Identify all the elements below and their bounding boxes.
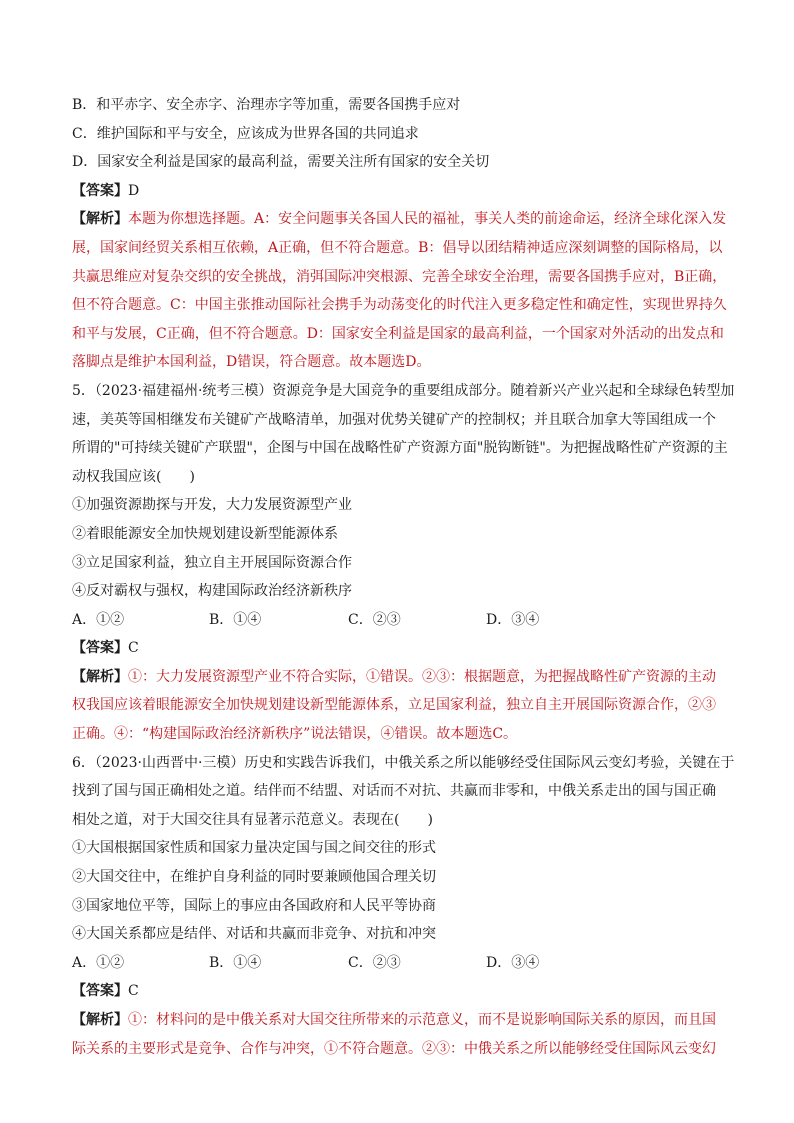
q6-item-3: ③国家地位平等，国际上的事应由各国政府和人民平等协商 <box>72 897 436 914</box>
analysis-label: 【解析】 <box>72 211 128 228</box>
answer-label: 【答案】 <box>72 640 128 657</box>
q6-choices <box>72 949 726 978</box>
q5-item-2: ②着眼能源安全加快规划建设新型能源体系 <box>72 525 338 542</box>
q4-option-b: B．和平赤字、安全赤字、治理赤字等加重，需要各国携手应对 <box>72 97 461 113</box>
analysis-label: 【解析】 <box>72 668 128 685</box>
answer-value: C <box>128 983 139 1000</box>
q5-stem-line-4: 动权我国应该( ) <box>72 468 195 485</box>
q4-analysis-line-4: 但不符合题意。C：中国主张推动国际社会携手为动荡变化的时代注入更多稳定性和确定性，实现世界持久 <box>72 297 727 314</box>
q5-analysis-line-1: 【解析】①：大力发展资源型产业不符合实际，①错误。②③：根据题意，为把握战略性矿产资源的主动 <box>72 668 716 685</box>
q6-choice-d: D．③④ <box>486 954 540 971</box>
q5-stem-line-3: 所谓的"可持续关键矿产联盟"，企图与中国在战略性矿产资源方面"脱钩断链"。为把握战略性矿产资源的主 <box>72 440 728 457</box>
q6-choice-c: C．②③ <box>348 954 401 971</box>
q5-choice-b: B．①④ <box>209 611 262 628</box>
q5-item-4: ④反对霸权与强权，构建国际政治经济新秩序 <box>72 583 352 600</box>
q4-option-c: C．维护国际和平与安全，应该成为世界各国的共同追求 <box>72 125 419 142</box>
q6-stem-line-2: 找到了国与国正确相处之道。结伴而不结盟、对话而不对抗、共赢而非零和，中俄关系走出的国与国正确 <box>72 783 716 800</box>
q6-analysis-line-2: 际关系的主要形式是竞争、合作与冲突，①不符合题意。②③：中俄关系之所以能够经受住国际风云变幻 <box>72 1040 716 1057</box>
q4-analysis-line-3: 共赢思维应对复杂交织的安全挑战，消弭国际冲突根源、完善全球安全治理，需要各国携手应对，B正确， <box>72 268 727 285</box>
q6-item-1: ①大国根据国家性质和国家力量决定国与国之间交往的形式 <box>72 840 436 857</box>
q5-item-1: ①加强资源勘探与开发，大力发展资源型产业 <box>72 497 352 514</box>
answer-value: D <box>128 182 140 199</box>
q6-choice-a: A．①② <box>72 954 125 971</box>
q6-stem-line-3: 相处之道，对于大国交往具有显著示范意义。表现在( ) <box>72 811 433 828</box>
q6-item-4: ④大国关系都应是结伴、对话和共赢而非竞争、对抗和冲突 <box>72 926 436 943</box>
q4-analysis-line-6: 落脚点是维护本国利益，D错误，符合题意。故本题选D。 <box>72 354 431 371</box>
q4-analysis-line-2: 展，国家间经贸关系相互依赖，A正确，但不符合题意。B：倡导以团结精神适应深刻调整的国际格局，以 <box>72 239 723 256</box>
page-content <box>72 91 735 1063</box>
q5-answer <box>72 634 726 663</box>
answer-label: 【答案】 <box>72 983 128 1000</box>
answer-value: C <box>128 640 139 657</box>
q4-analysis-line-5: 和平与发展，C正确，但不符合题意。D：国家安全利益是国家的最高利益，一个国家对外活动的出发点和 <box>72 325 724 342</box>
q5-choice-d: D．③④ <box>486 611 540 628</box>
q6-analysis-line-1: 【解析】①：材料问的是中俄关系对大国交往所带来的示范意义，而不是说影响国际关系的原因，而且国 <box>72 1012 716 1028</box>
q4-answer <box>72 177 726 206</box>
q5-choice-c: C．②③ <box>348 611 401 628</box>
q4-analysis-line-1: 【解析】本题为你想选择题。A：安全问题事关各国人民的福祉，事关人类的前途命运，经济全球化深入发 <box>72 211 727 228</box>
q5-choices <box>72 606 726 635</box>
q5-stem-line-2: 速，美英等国相继发布关键矿产战略清单，加强对优势关键矿产的控制权；并且联合加拿大等国组成一个 <box>72 411 716 428</box>
q5-item-3: ③立足国家利益，独立自主开展国际资源合作 <box>72 554 352 571</box>
q5-choice-a: A．①② <box>72 611 125 628</box>
q5-analysis-line-2: 权我国应该着眼能源安全加快规划建设新型能源体系，立足国家利益，独立自主开展国际资源合作，②③ <box>72 697 716 714</box>
q6-item-2: ②大国交往中，在维护自身利益的同时要兼顾他国合理关切 <box>72 869 436 886</box>
q4-option-d: D．国家安全利益是国家的最高利益，需要关注所有国家的安全关切 <box>72 154 490 171</box>
q6-choice-b: B．①④ <box>209 954 262 971</box>
q5-stem-line-1: 5．（2023·福建福州·统考三模）资源竞争是大国竞争的重要组成部分。随着新兴产业兴起和全球绿色转型加 <box>72 382 735 399</box>
q6-answer <box>72 977 726 1006</box>
q6-stem-line-1: 6．（2023·山西晋中·三模）历史和实践告诉我们，中俄关系之所以能够经受住国际风云变幻考验，关键在于 <box>72 754 735 771</box>
q5-analysis-line-3: 正确。④：“构建国际政治经济新秩序”说法错误，④错误。故本题选C。 <box>72 726 518 743</box>
analysis-label: 【解析】 <box>72 1012 128 1028</box>
answer-label: 【答案】 <box>72 182 128 199</box>
